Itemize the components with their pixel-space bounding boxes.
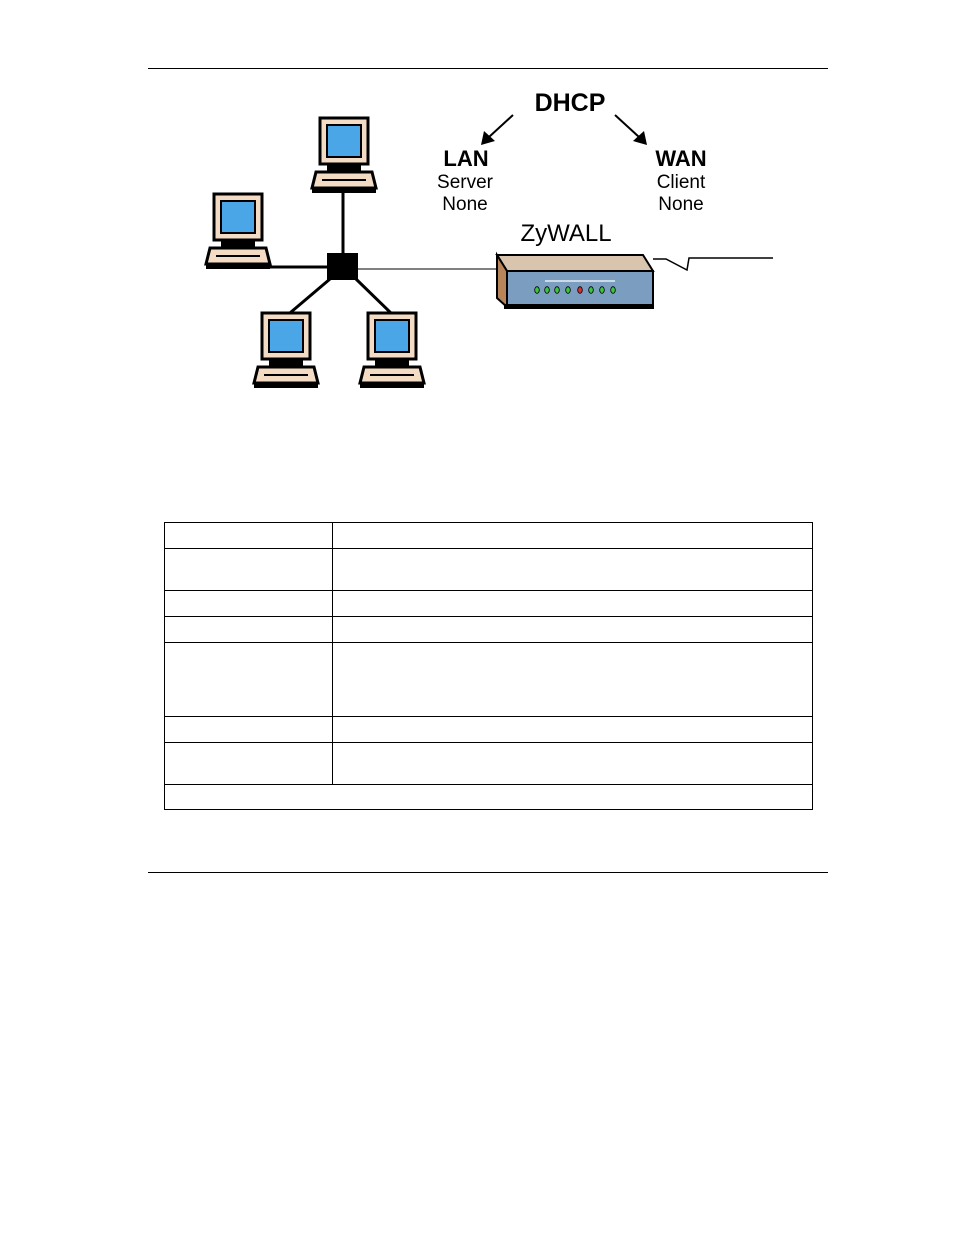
- router-icon: [497, 255, 654, 309]
- table-row: [165, 617, 813, 643]
- arrow-icon: [481, 115, 513, 145]
- device-name-label: ZyWALL: [520, 220, 612, 247]
- wan-link: [653, 258, 773, 270]
- computer-icon: [312, 118, 376, 193]
- computer-icon: [206, 194, 270, 269]
- footer-rule: [148, 872, 828, 873]
- table-cell: [333, 523, 813, 549]
- table-cell: [333, 717, 813, 743]
- wan-value-label: None: [658, 194, 704, 215]
- wan-label: WAN: [655, 146, 707, 171]
- lan-role-label: Server: [437, 172, 493, 193]
- table-cell: [165, 743, 333, 785]
- computer-icon: [254, 313, 318, 388]
- table-cell: [165, 643, 333, 717]
- dhcp-network-diagram: [0, 0, 954, 420]
- lan-value-label: None: [442, 194, 488, 215]
- dhcp-label: DHCP: [534, 89, 606, 117]
- table-row: [165, 523, 813, 549]
- table-row: [165, 717, 813, 743]
- table-cell: [165, 591, 333, 617]
- table-cell: [165, 549, 333, 591]
- hub-icon: [327, 253, 358, 280]
- table-cell: [165, 523, 333, 549]
- table-cell: [333, 617, 813, 643]
- table-cell: [165, 717, 333, 743]
- table-row: [165, 785, 813, 810]
- table-cell: [333, 591, 813, 617]
- table-row: [165, 643, 813, 717]
- table-row: [165, 591, 813, 617]
- table-cell: [165, 785, 813, 810]
- lan-label: LAN: [443, 146, 489, 171]
- table-cell: [165, 617, 333, 643]
- arrow-icon: [615, 115, 647, 145]
- table-row: [165, 743, 813, 785]
- reference-table: [164, 522, 813, 810]
- table-cell: [333, 549, 813, 591]
- table-row: [165, 549, 813, 591]
- table-cell: [333, 743, 813, 785]
- wan-role-label: Client: [656, 172, 706, 193]
- table-cell: [333, 643, 813, 717]
- computer-icon: [360, 313, 424, 388]
